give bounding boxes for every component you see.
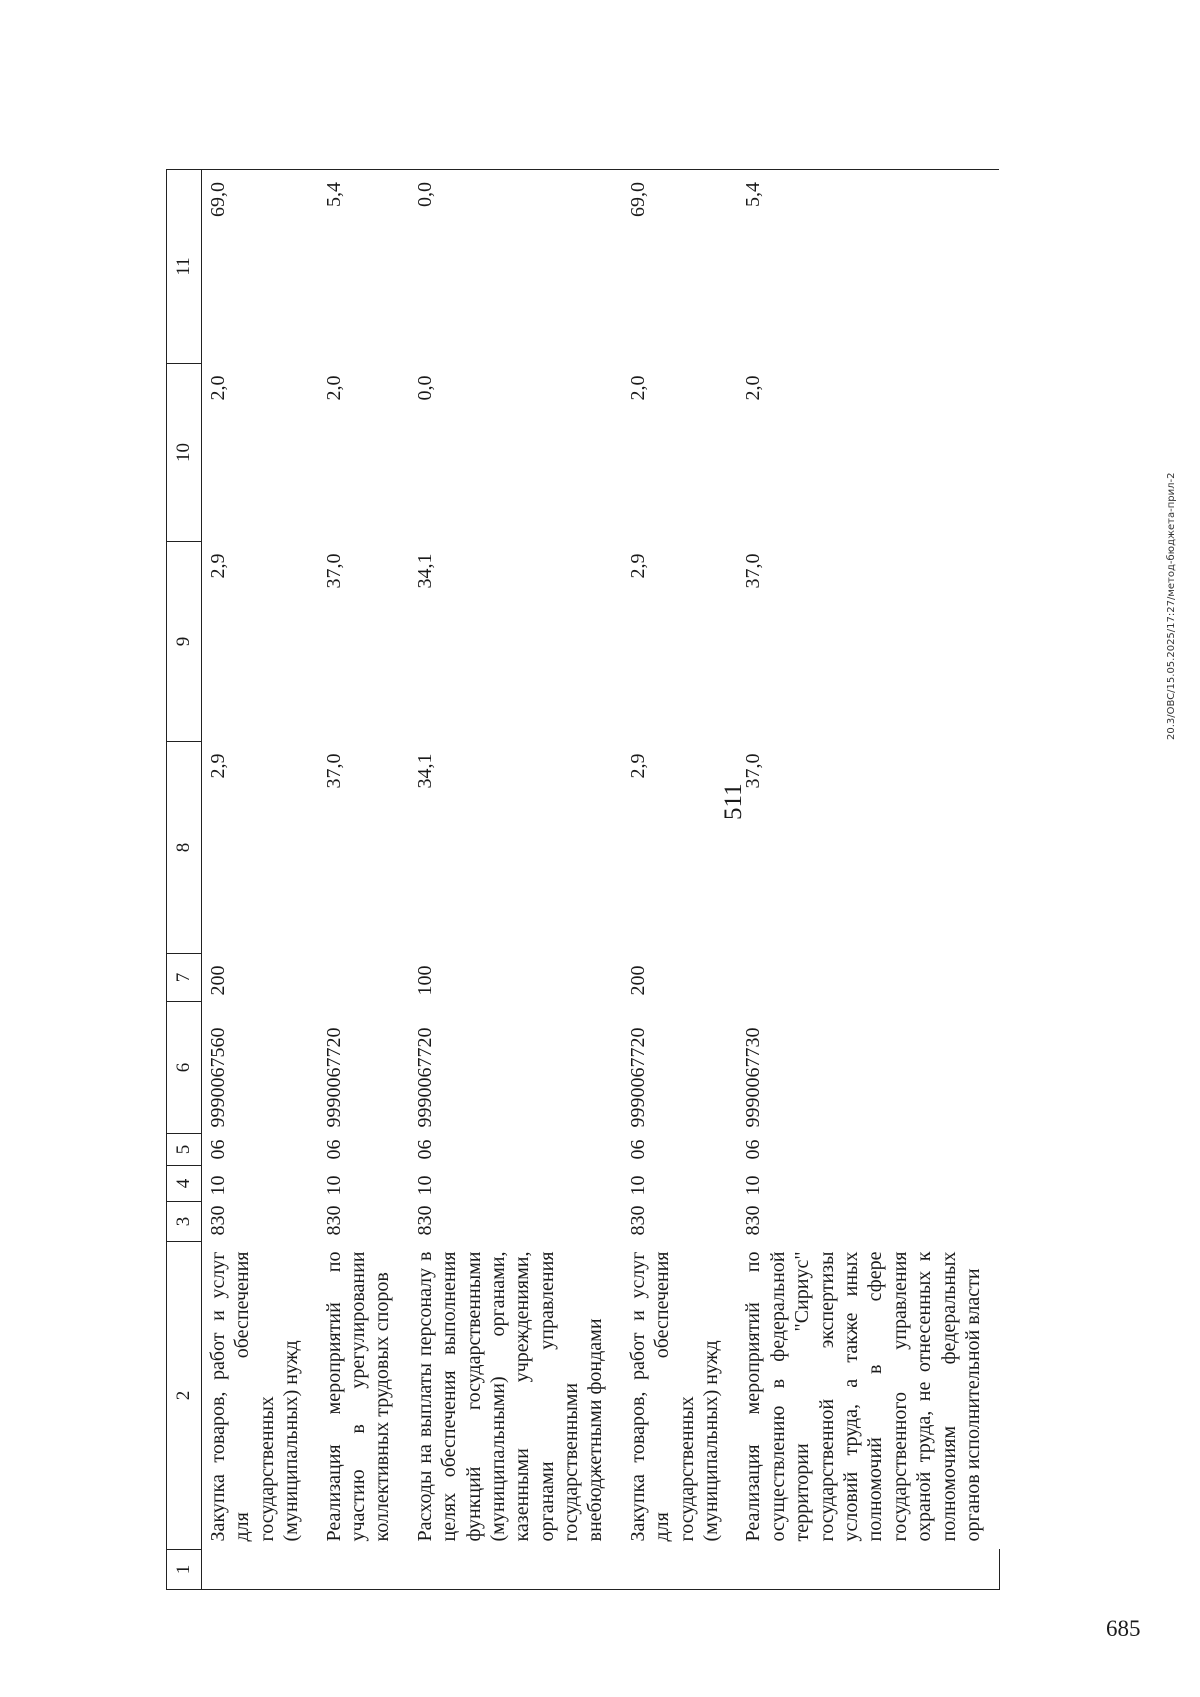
table-row [737,170,999,1590]
row-value-col8: 34,1 [413,753,436,789]
header-col-6: 6 [167,1002,202,1134]
header-col-1: 1 [167,1550,202,1590]
row-subsection-code: 06 [742,1139,765,1160]
header-col-3: 3 [167,1202,202,1242]
table-row [409,170,622,1590]
row-section-code: 10 [322,1175,345,1196]
row-number-cell [202,1550,318,1590]
row-expense-type: 200 [626,965,649,996]
row-section-code: 10 [626,1175,649,1196]
row-ministry-code: 830 [413,1205,436,1236]
row-value-col11: 0,0 [409,170,622,364]
row-value-col9: 2,9 [626,553,649,579]
row-target-code: 9990067720 [626,1027,649,1128]
row-value-col9: 34,1 [413,553,436,589]
row-value-col9: 2,9 [207,553,229,579]
row-value-col10: 2,0 [626,375,649,401]
row-description: Расходы на выплаты персоналу в целях обеспечения выполнения функций государственными (муниципальными) органами, казенными учреждениями, органами управления государственными внебюджетными фондами [413,1251,607,1542]
row-target-code: 9990067730 [742,1027,765,1128]
row-section-code: 10 [413,1175,436,1196]
row-subsection-code: 06 [413,1139,436,1160]
row-value-col10: 2,0 [322,375,345,401]
table-row [318,170,409,1590]
row-expense-type [737,954,999,1002]
row-subsection-code: 06 [322,1139,345,1160]
row-value-col11: 69,0 [622,170,738,364]
row-target-code: 9990067560 [207,1027,229,1128]
header-col-5: 5 [167,1134,202,1166]
row-subsection-code: 06 [626,1139,649,1160]
footer-page-number: 685 [1106,1616,1141,1641]
row-value-col10: 2,0 [742,375,765,401]
row-value-col10: 2,0 [207,375,229,401]
row-subsection-code: 06 [207,1139,229,1160]
row-expense-type: 200 [207,965,229,996]
budget-table [166,169,1000,1590]
row-value-col11: 69,0 [202,170,318,364]
header-col-4: 4 [167,1166,202,1202]
row-section-code: 10 [742,1175,765,1196]
header-col-8: 8 [167,742,202,954]
header-col-2: 2 [167,1242,202,1550]
row-value-col9: 37,0 [322,553,345,589]
row-ministry-code: 830 [626,1205,649,1236]
row-value-col8: 37,0 [322,753,345,789]
row-expense-type: 100 [413,965,436,996]
row-description: Закупка товаров, работ и услуг для обеспечения государственных (муниципальных) нужд [207,1251,303,1542]
row-value-col9: 37,0 [742,553,765,589]
row-expense-type [318,954,409,1002]
row-description: Реализация мероприятий по участию в урегулировании коллективных трудовых споров [322,1251,394,1542]
header-col-7: 7 [167,954,202,1002]
row-value-col8: 2,9 [207,753,229,779]
row-ministry-code: 830 [742,1205,765,1236]
document-stamp: 20.3/OBC/15.05.2025/17:27/метод-бюджета-прил-2 [1166,472,1177,740]
page-number: 511 [720,783,747,820]
row-target-code: 9990067720 [413,1027,436,1128]
row-value-col8: 2,9 [626,753,649,779]
row-description: Закупка товаров, работ и услуг для обеспечения государственных (муниципальных) нужд [626,1251,723,1542]
row-number-cell [622,1550,738,1590]
row-value-col8: 37,0 [742,753,765,789]
budget-table-rotated [166,170,1000,1590]
header-row [167,170,202,1590]
header-col-11: 11 [167,170,202,364]
row-number-cell [318,1550,409,1590]
row-number-cell [409,1550,622,1590]
row-number-cell [737,1550,999,1590]
table-row [622,170,738,1590]
row-description: Реализация мероприятий по осуществлению в федеральной территории "Сириус" государственной экспертизы условий труда, а также иных полномочий в сфере государственного управления охраной труда, не отнесенных к полномочиям федеральных органов исполнительной власти [742,1251,984,1542]
row-ministry-code: 830 [322,1205,345,1236]
row-value-col10: 0,0 [413,375,436,401]
header-col-9: 9 [167,542,202,742]
header-col-10: 10 [167,364,202,542]
row-ministry-code: 830 [207,1205,229,1236]
table-row [202,170,318,1590]
row-value-col11: 5,4 [737,170,999,364]
row-target-code: 9990067720 [322,1027,345,1128]
row-section-code: 10 [207,1175,229,1196]
row-value-col11: 5,4 [318,170,409,364]
